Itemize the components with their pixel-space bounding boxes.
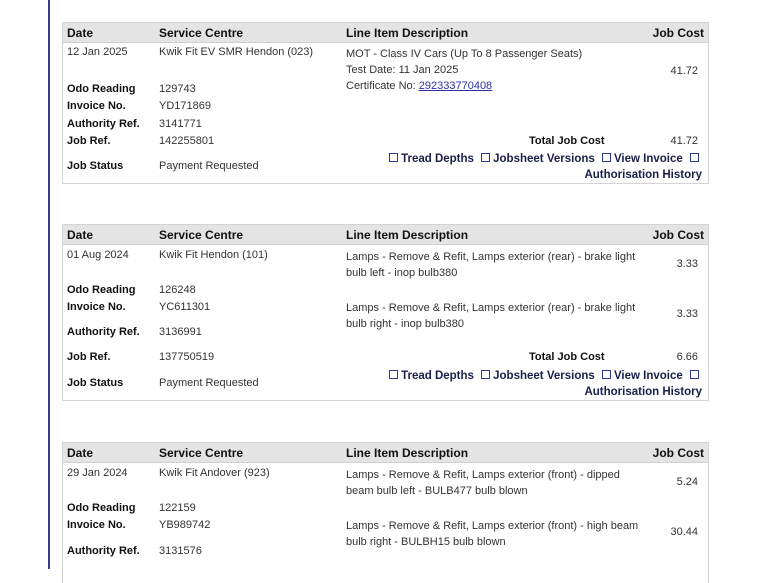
authorisation-history-icon: [690, 370, 699, 379]
line-item-test-date: Test Date: 11 Jan 2025: [346, 64, 459, 76]
odo-reading-label: Odo Reading: [67, 83, 136, 95]
authority-ref-value: 3136991: [159, 326, 202, 338]
job-date: 29 Jan 2024: [67, 467, 128, 479]
job-status-value: Payment Requested: [159, 160, 259, 172]
odo-reading-value: 129743: [159, 83, 196, 95]
line-item-cost: 30.44: [670, 526, 698, 538]
jobsheet-versions-icon: [481, 370, 490, 379]
invoice-no-label: Invoice No.: [67, 301, 126, 313]
total-job-cost-label: Total Job Cost: [529, 135, 605, 147]
header-date: Date: [67, 26, 94, 40]
header-service-centre: Service Centre: [159, 228, 244, 242]
view-invoice-link[interactable]: View Invoice: [613, 153, 683, 165]
job-date: 01 Aug 2024: [67, 249, 129, 261]
job-links: [363, 151, 702, 183]
odo-reading-label: Odo Reading: [67, 502, 136, 514]
invoice-no-value: YB989742: [159, 519, 211, 531]
line-item-cost: 3.33: [676, 258, 698, 270]
tread-depths-link[interactable]: Tread Depths: [401, 153, 474, 165]
job-ref-label: Job Ref.: [67, 351, 111, 363]
line-item-description: [346, 46, 646, 94]
job-service-centre: Kwik Fit Hendon (101): [159, 249, 268, 261]
line-item-cost: 41.72: [670, 65, 698, 77]
header-job-cost: Job Cost: [652, 446, 704, 460]
line-item-cost: 3.33: [676, 308, 698, 320]
line-item-description: Lamps - Remove & Refit, Lamps exterior (front) - high beam bulb right - BULBH15 bulb blown: [346, 520, 639, 548]
tread-depths-icon: [389, 153, 398, 162]
odo-reading-value: 126248: [159, 284, 196, 296]
view-invoice-icon: [602, 370, 611, 379]
authorisation-history-icon: [690, 153, 699, 162]
total-job-cost-value: 6.66: [676, 351, 698, 363]
job-service-centre: Kwik Fit Andover (923): [159, 467, 270, 479]
header-line-item-description: Line Item Description: [346, 228, 469, 242]
jobsheet-versions-link[interactable]: Jobsheet Versions: [493, 370, 595, 382]
total-job-cost-value: 41.72: [670, 135, 698, 147]
tread-depths-link[interactable]: Tread Depths: [401, 370, 474, 382]
certificate-label: Certificate No:: [346, 80, 416, 92]
odo-reading-value: 122159: [159, 502, 196, 514]
odo-reading-label: Odo Reading: [67, 284, 136, 296]
job-ref-value: 137750519: [159, 351, 215, 363]
line-item-description: Lamps - Remove & Refit, Lamps exterior (front) - dipped beam bulb left - BULB477 bulb blown: [346, 469, 620, 497]
invoice-no-value: YD171869: [159, 100, 211, 112]
invoice-no-value: YC611301: [159, 301, 211, 313]
header-service-centre: Service Centre: [159, 446, 244, 460]
view-invoice-icon: [602, 153, 611, 162]
jobsheet-versions-icon: [481, 153, 490, 162]
line-item-description: Lamps - Remove & Refit, Lamps exterior (rear) - brake light bulb left - inop bulb380: [346, 251, 636, 279]
header-line-item-description: Line Item Description: [346, 26, 469, 40]
invoice-no-label: Invoice No.: [67, 519, 126, 531]
view-invoice-link[interactable]: View Invoice: [613, 370, 683, 382]
job-date: 12 Jan 2025: [67, 46, 128, 58]
job-table-header: [63, 443, 708, 463]
job-status-value: Payment Requested: [159, 377, 259, 389]
authority-ref-label: Authority Ref.: [67, 326, 140, 338]
job-ref-label: Job Ref.: [67, 135, 111, 147]
job-status-label: Job Status: [67, 377, 124, 389]
line-item-cost: 5.24: [676, 476, 698, 488]
header-line-item-description: Line Item Description: [346, 446, 469, 460]
authority-ref-value: 3131576: [159, 545, 202, 557]
tread-depths-icon: [389, 370, 398, 379]
job-table-header: [63, 23, 708, 43]
jobsheet-versions-link[interactable]: Jobsheet Versions: [493, 153, 595, 165]
job-ref-value: 142255801: [159, 135, 215, 147]
page-left-rule: [48, 0, 50, 569]
job-card: [62, 442, 709, 583]
job-card: [62, 224, 709, 401]
authority-ref-value: 3141771: [159, 118, 202, 130]
job-table-header: [63, 225, 708, 245]
job-status-label: Job Status: [67, 160, 124, 172]
invoice-no-label: Invoice No.: [67, 100, 126, 112]
authorisation-history-link[interactable]: Authorisation History: [584, 169, 702, 181]
authority-ref-label: Authority Ref.: [67, 118, 140, 130]
header-job-cost: Job Cost: [652, 228, 704, 242]
header-date: Date: [67, 228, 94, 242]
authorisation-history-link[interactable]: Authorisation History: [584, 386, 702, 398]
job-service-centre: Kwik Fit EV SMR Hendon (023): [159, 46, 314, 58]
job-links: [363, 368, 702, 400]
job-card: [62, 22, 709, 184]
header-date: Date: [67, 446, 94, 460]
line-item-title: MOT - Class IV Cars (Up To 8 Passenger Seats): [346, 48, 583, 60]
authority-ref-label: Authority Ref.: [67, 545, 140, 557]
header-job-cost: Job Cost: [652, 26, 704, 40]
line-item-description: Lamps - Remove & Refit, Lamps exterior (rear) - brake light bulb right - inop bulb380: [346, 302, 636, 330]
line-item-certificate: [346, 78, 646, 94]
header-service-centre: Service Centre: [159, 26, 244, 40]
total-job-cost-label: Total Job Cost: [529, 351, 605, 363]
certificate-number-link[interactable]: 292333770408: [418, 80, 493, 92]
